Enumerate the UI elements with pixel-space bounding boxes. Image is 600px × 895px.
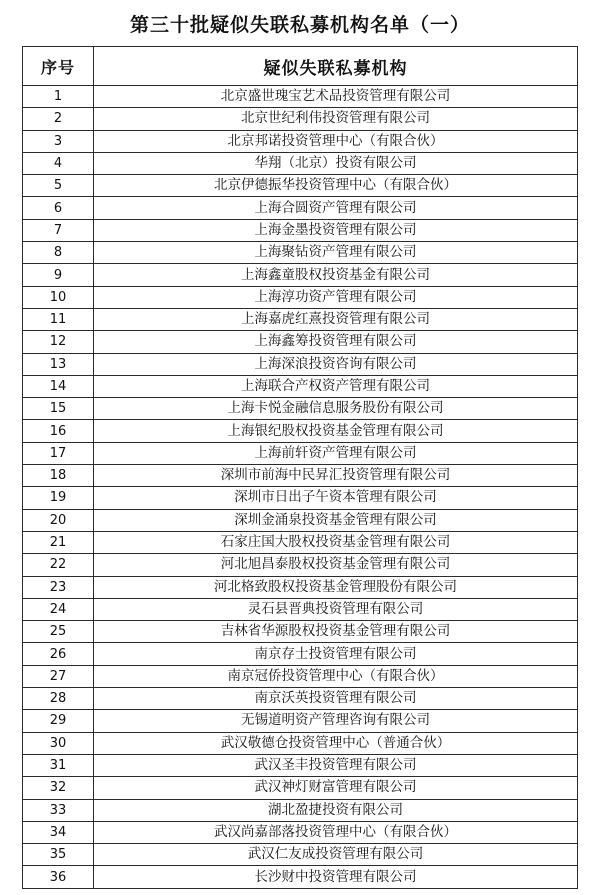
table-row [23, 621, 578, 643]
row-institution-name: 上海前轩资产管理有限公司 [94, 442, 578, 464]
table-header-row [23, 47, 578, 86]
row-index: 16 [23, 420, 94, 442]
table-header [23, 47, 578, 86]
row-index: 22 [23, 554, 94, 576]
row-index: 36 [23, 866, 94, 888]
row-institution-name: 上海嘉虎红熹投资管理有限公司 [94, 308, 578, 330]
row-institution-name: 上海联合产权资产管理有限公司 [94, 375, 578, 397]
row-index: 9 [23, 264, 94, 286]
row-institution-name: 北京世纪利伟投资管理有限公司 [94, 108, 578, 130]
table-row [23, 487, 578, 509]
table-row [23, 398, 578, 420]
table-row [23, 442, 578, 464]
row-institution-name: 南京冠侨投资管理中心（有限合伙） [94, 665, 578, 687]
row-index: 29 [23, 710, 94, 732]
row-index: 27 [23, 665, 94, 687]
row-institution-name: 上海聚钻资产管理有限公司 [94, 242, 578, 264]
row-index: 12 [23, 331, 94, 353]
table-row [23, 821, 578, 843]
row-index: 5 [23, 175, 94, 197]
row-index: 14 [23, 375, 94, 397]
row-index: 17 [23, 442, 94, 464]
row-institution-name: 南京存士投资管理有限公司 [94, 643, 578, 665]
row-index: 21 [23, 531, 94, 553]
row-institution-name: 武汉敬德仓投资管理中心（普通合伙） [94, 732, 578, 754]
row-institution-name: 上海鑫筹投资管理有限公司 [94, 331, 578, 353]
table-row [23, 375, 578, 397]
row-institution-name: 石家庄国大股权投资基金管理有限公司 [94, 531, 578, 553]
row-index: 19 [23, 487, 94, 509]
table-row [23, 130, 578, 152]
row-index: 32 [23, 777, 94, 799]
table-row [23, 308, 578, 330]
table-row [23, 197, 578, 219]
row-index: 25 [23, 621, 94, 643]
row-institution-name: 上海银纪股权投资基金管理有限公司 [94, 420, 578, 442]
row-institution-name: 湖北盈捷投资有限公司 [94, 799, 578, 821]
table-row [23, 509, 578, 531]
row-institution-name: 武汉尚嘉部落投资管理中心（有限合伙） [94, 821, 578, 843]
table-row [23, 799, 578, 821]
row-index: 31 [23, 754, 94, 776]
row-institution-name: 武汉神灯财富管理有限公司 [94, 777, 578, 799]
table-row [23, 554, 578, 576]
row-index: 28 [23, 688, 94, 710]
table-row [23, 531, 578, 553]
table-row [23, 219, 578, 241]
row-institution-name: 上海合圆资产管理有限公司 [94, 197, 578, 219]
table-body [23, 86, 578, 889]
row-institution-name: 无锡道明资产管理咨询有限公司 [94, 710, 578, 732]
row-institution-name: 上海鑫童股权投资基金有限公司 [94, 264, 578, 286]
row-index: 13 [23, 353, 94, 375]
row-index: 15 [23, 398, 94, 420]
row-institution-name: 上海淳功资产管理有限公司 [94, 286, 578, 308]
row-institution-name: 上海金墨投资管理有限公司 [94, 219, 578, 241]
row-index: 8 [23, 242, 94, 264]
table-row [23, 866, 578, 888]
table-row [23, 152, 578, 174]
row-index: 33 [23, 799, 94, 821]
row-institution-name: 河北旭昌泰股权投资基金管理有限公司 [94, 554, 578, 576]
suspected-lost-contact-funds-table [22, 46, 578, 889]
row-institution-name: 深圳市日出子午资本管理有限公司 [94, 487, 578, 509]
row-index: 26 [23, 643, 94, 665]
table-row [23, 754, 578, 776]
row-index: 11 [23, 308, 94, 330]
row-index: 34 [23, 821, 94, 843]
row-institution-name: 华翔（北京）投资有限公司 [94, 152, 578, 174]
row-institution-name: 武汉仁友成投资管理有限公司 [94, 844, 578, 866]
table-row [23, 86, 578, 108]
table-row [23, 777, 578, 799]
row-index: 1 [23, 86, 94, 108]
row-index: 7 [23, 219, 94, 241]
table-row [23, 108, 578, 130]
row-index: 20 [23, 509, 94, 531]
table-row [23, 465, 578, 487]
table-row [23, 643, 578, 665]
row-index: 35 [23, 844, 94, 866]
row-institution-name: 长沙财中投资管理有限公司 [94, 866, 578, 888]
table-row [23, 420, 578, 442]
table-row [23, 353, 578, 375]
table-row [23, 286, 578, 308]
row-institution-name: 北京伊德振华投资管理中心（有限合伙） [94, 175, 578, 197]
table-row [23, 264, 578, 286]
row-index: 18 [23, 465, 94, 487]
table-row [23, 331, 578, 353]
row-institution-name: 深圳市前海中民昇汇投资管理有限公司 [94, 465, 578, 487]
table-row [23, 665, 578, 687]
row-index: 2 [23, 108, 94, 130]
row-institution-name: 吉林省华源股权投资基金管理有限公司 [94, 621, 578, 643]
row-index: 24 [23, 598, 94, 620]
row-index: 30 [23, 732, 94, 754]
row-index: 23 [23, 576, 94, 598]
table-row [23, 710, 578, 732]
row-institution-name: 武汉圣丰投资管理有限公司 [94, 754, 578, 776]
table-row [23, 175, 578, 197]
row-index: 4 [23, 152, 94, 174]
table-row [23, 598, 578, 620]
column-header-institution: 疑似失联私募机构 [94, 47, 578, 86]
row-institution-name: 河北格致股权投资基金管理股份有限公司 [94, 576, 578, 598]
row-institution-name: 深圳金涌泉投资基金管理有限公司 [94, 509, 578, 531]
table-row [23, 688, 578, 710]
table-row [23, 576, 578, 598]
row-index: 10 [23, 286, 94, 308]
row-index: 3 [23, 130, 94, 152]
row-institution-name: 灵石县晋典投资管理有限公司 [94, 598, 578, 620]
row-institution-name: 上海卡悦金融信息服务股份有限公司 [94, 398, 578, 420]
row-institution-name: 上海深浪投资咨询有限公司 [94, 353, 578, 375]
page-title: 第三十批疑似失联私募机构名单（一） [129, 14, 470, 36]
column-header-index: 序号 [23, 47, 94, 86]
row-index: 6 [23, 197, 94, 219]
table-row [23, 732, 578, 754]
row-institution-name: 北京邦诺投资管理中心（有限合伙） [94, 130, 578, 152]
row-institution-name: 南京沃英投资管理有限公司 [94, 688, 578, 710]
table-row [23, 844, 578, 866]
table-row [23, 242, 578, 264]
row-institution-name: 北京盛世瑰宝艺术品投资管理有限公司 [94, 86, 578, 108]
